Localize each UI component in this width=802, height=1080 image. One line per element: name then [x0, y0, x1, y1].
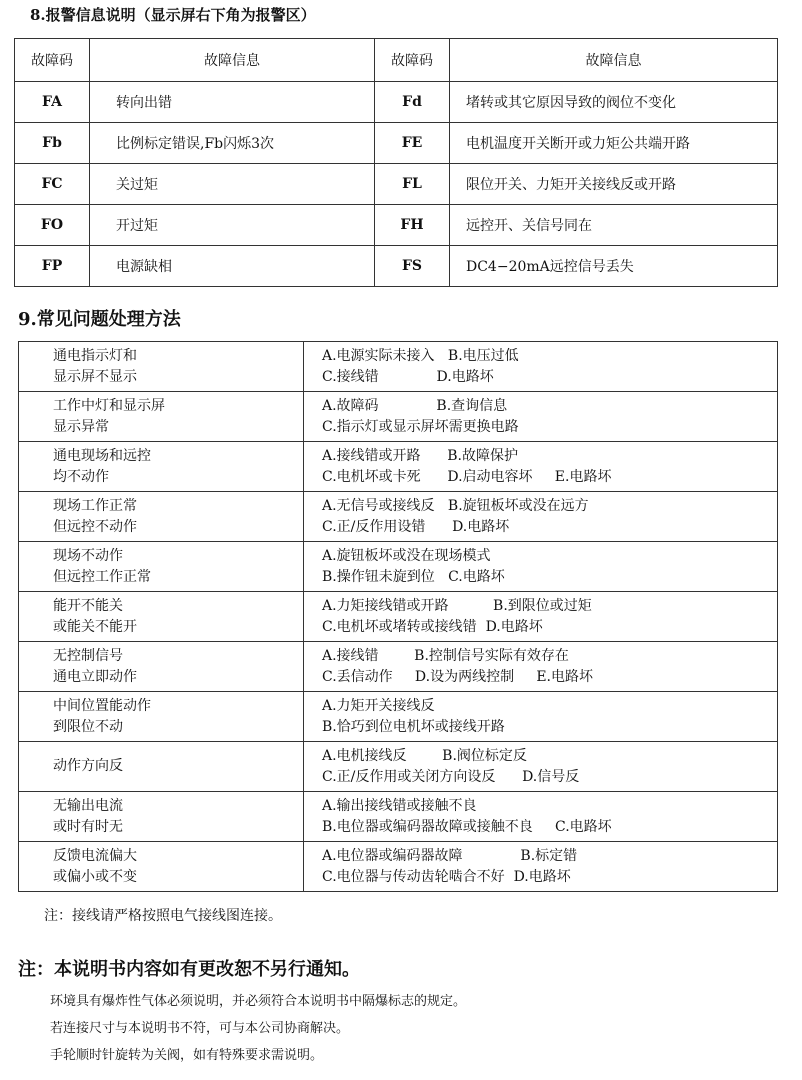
- problem-cell: [19, 442, 304, 492]
- problem-text: 到限位不动: [53, 718, 123, 735]
- problem-text: 通电指示灯和: [53, 347, 137, 364]
- fault-info-cell: 开过矩: [90, 205, 375, 246]
- footer-line: 手轮顺时针旋转为关阀，如有特殊要求需说明。: [50, 1048, 324, 1063]
- solution-text: A.电源实际未接入 B.电压过低: [322, 347, 519, 364]
- table-row: [19, 592, 778, 642]
- fault-code-cell: FS: [375, 246, 450, 287]
- header-fault-code: 故障码: [15, 39, 90, 82]
- fault-code-cell: FC: [15, 164, 90, 205]
- table-row: [19, 392, 778, 442]
- problem-cell: [19, 592, 304, 642]
- problem-text: 反馈电流偏大: [53, 847, 137, 864]
- fault-code-cell: FL: [375, 164, 450, 205]
- problem-text: 显示屏不显示: [53, 368, 137, 385]
- solution-text: B.电位器或编码器故障或接触不良 C.电路坏: [322, 818, 612, 835]
- solution-text: A.接线错 B.控制信号实际有效存在: [322, 647, 569, 664]
- problem-text: 通电立即动作: [53, 668, 137, 685]
- solution-text: C.丢信动作 D.设为两线控制 E.电路坏: [322, 668, 594, 685]
- solution-text: A.接线错或开路 B.故障保护: [322, 447, 518, 464]
- fault-code-cell: FE: [375, 123, 450, 164]
- troubleshooting-table: [18, 341, 778, 892]
- fault-info-cell: 关过矩: [90, 164, 375, 205]
- solution-cell: [304, 492, 778, 542]
- fault-code-cell: FA: [15, 82, 90, 123]
- table-row: [19, 442, 778, 492]
- solution-text: B.恰巧到位电机坏或接线开路: [322, 718, 505, 735]
- solution-cell: [304, 742, 778, 792]
- table-header-row: [15, 39, 778, 82]
- table-row: [15, 205, 778, 246]
- solution-text: A.力矩开关接线反: [322, 697, 435, 714]
- problem-text: 现场工作正常: [53, 497, 137, 514]
- problem-cell: [19, 842, 304, 892]
- solution-cell: [304, 592, 778, 642]
- fault-info-cell: 限位开关、力矩开关接线反或开路: [450, 164, 778, 205]
- solution-text: C.正/反作用设错 D.电路坏: [322, 518, 510, 535]
- solution-text: C.电位器与传动齿轮啮合不好 D.电路坏: [322, 868, 571, 885]
- solution-text: C.正/反作用或关闭方向设反 D.信号反: [322, 768, 580, 785]
- table-row: [15, 164, 778, 205]
- solution-cell: [304, 842, 778, 892]
- header-fault-info: 故障信息: [90, 39, 375, 82]
- header-fault-code-2: 故障码: [375, 39, 450, 82]
- fault-code-cell: FO: [15, 205, 90, 246]
- problem-text: 显示异常: [53, 418, 109, 435]
- footer-line: 若连接尺寸与本说明书不符，可与本公司协商解决。: [50, 1021, 350, 1036]
- table-row: [15, 246, 778, 287]
- solution-text: A.旋钮板坏或没在现场模式: [322, 547, 491, 564]
- table-row: [19, 642, 778, 692]
- wiring-note: 注：接线请严格按照电气接线图连接。: [44, 908, 282, 924]
- table-row: [19, 842, 778, 892]
- problem-text: 通电现场和远控: [53, 447, 151, 464]
- fault-info-cell: 堵转或其它原因导致的阀位不变化: [450, 82, 778, 123]
- alarm-info-table: [14, 38, 778, 287]
- problem-cell: [19, 492, 304, 542]
- table-row: [19, 492, 778, 542]
- change-notice: 注：本说明书内容如有更改恕不另行通知。: [18, 959, 360, 980]
- table-row: [19, 742, 778, 792]
- solution-text: A.无信号或接线反 B.旋钮板坏或没在远方: [322, 497, 589, 514]
- problem-text: 中间位置能动作: [53, 697, 151, 714]
- fault-info-cell: 比例标定错误,Fb闪烁3次: [90, 123, 375, 164]
- solution-text: A.力矩接线错或开路 B.到限位或过矩: [322, 597, 592, 614]
- problem-text: 或时有时无: [53, 818, 123, 835]
- table-row: [19, 692, 778, 742]
- solution-text: A.故障码 B.查询信息: [322, 397, 508, 414]
- problem-text: 但远控工作正常: [53, 568, 151, 585]
- problem-text: 或偏小或不变: [53, 868, 137, 885]
- problem-text: 或能关不能开: [53, 618, 137, 635]
- fault-info-cell: 转向出错: [90, 82, 375, 123]
- solution-text: C.指示灯或显示屏坏需更换电路: [322, 418, 519, 435]
- table-row: [19, 542, 778, 592]
- problem-cell: [19, 742, 304, 792]
- section-9-title: 9.常见问题处理方法: [18, 309, 181, 330]
- fault-info-cell: 远控开、关信号同在: [450, 205, 778, 246]
- fault-code-cell: FP: [15, 246, 90, 287]
- problem-text: 现场不动作: [53, 547, 123, 564]
- solution-cell: [304, 392, 778, 442]
- problem-cell: [19, 642, 304, 692]
- solution-text: C.接线错 D.电路坏: [322, 368, 494, 385]
- fault-code-cell: Fb: [15, 123, 90, 164]
- fault-info-cell: 电源缺相: [90, 246, 375, 287]
- table-row: [19, 342, 778, 392]
- problem-text: 动作方向反: [53, 758, 123, 774]
- problem-text: 工作中灯和显示屏: [53, 397, 165, 414]
- fault-code-cell: Fd: [375, 82, 450, 123]
- problem-cell: [19, 392, 304, 442]
- solution-cell: [304, 342, 778, 392]
- solution-text: C.电机坏或卡死 D.启动电容坏 E.电路坏: [322, 468, 612, 485]
- table-row: [15, 82, 778, 123]
- solution-text: A.电机接线反 B.阀位标定反: [322, 747, 527, 764]
- solution-cell: [304, 442, 778, 492]
- fault-info-cell: 电机温度开关断开或力矩公共端开路: [450, 123, 778, 164]
- fault-info-cell: DC4−20mA远控信号丢失: [450, 246, 778, 287]
- section-8-title: 8.报警信息说明（显示屏右下角为报警区）: [30, 6, 316, 24]
- problem-text: 均不动作: [53, 468, 109, 485]
- problem-text: 能开不能关: [53, 597, 123, 614]
- fault-code-cell: FH: [375, 205, 450, 246]
- solution-cell: [304, 542, 778, 592]
- footer-line: 环境具有爆炸性气体必须说明，并必须符合本说明书中隔爆标志的规定。: [50, 994, 467, 1009]
- solution-text: C.电机坏或堵转或接线错 D.电路坏: [322, 618, 543, 635]
- table-row: [15, 123, 778, 164]
- header-fault-info-2: 故障信息: [450, 39, 778, 82]
- problem-text: 无输出电流: [53, 797, 123, 814]
- problem-cell: [19, 342, 304, 392]
- problem-cell: [19, 792, 304, 842]
- solution-text: A.输出接线错或接触不良: [322, 797, 477, 814]
- problem-text: 无控制信号: [53, 647, 123, 664]
- solution-text: A.电位器或编码器故障 B.标定错: [322, 847, 578, 864]
- solution-cell: [304, 792, 778, 842]
- problem-text: 但远控不动作: [53, 518, 137, 535]
- problem-cell: [19, 542, 304, 592]
- table-row: [19, 792, 778, 842]
- problem-cell: [19, 692, 304, 742]
- solution-cell: [304, 642, 778, 692]
- solution-text: B.操作钮未旋到位 C.电路坏: [322, 568, 505, 585]
- solution-cell: [304, 692, 778, 742]
